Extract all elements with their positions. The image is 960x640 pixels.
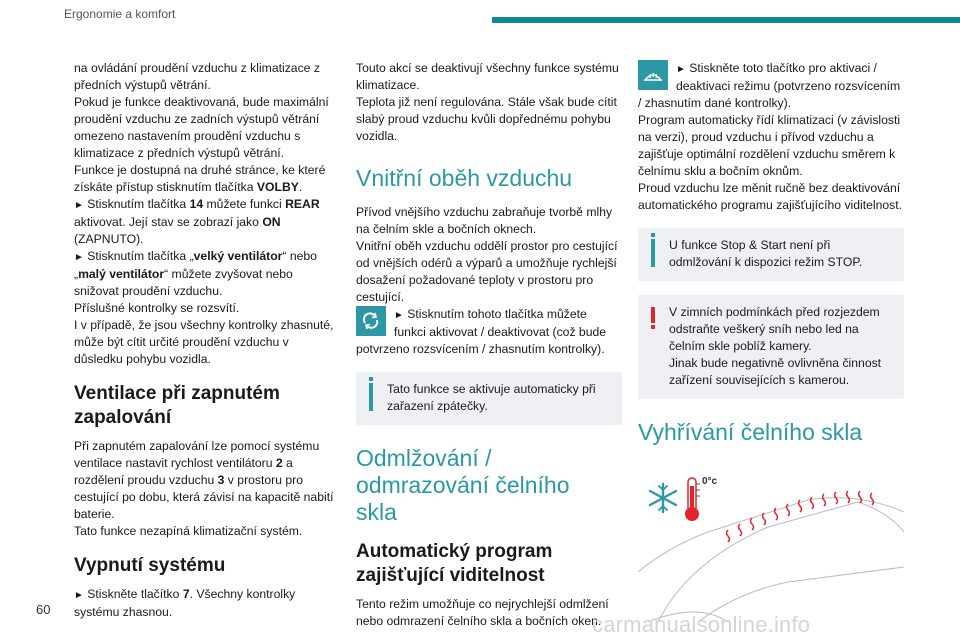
arrow-bullet-icon: ►	[74, 200, 84, 211]
column-1	[74, 60, 340, 621]
heading-system-off: Vypnutí systému	[74, 555, 226, 576]
paragraph: Program automaticky řídí klimatizaci (v závislosti na verzi), proud vzduchu i přívod vzduchu a zajišťuje optimální rozdělení vzduchu směrem k čelnímu sklu a bočním oknům.	[638, 113, 901, 178]
heading-ventilation: Ventilace při zapnutém zapalování	[74, 383, 280, 428]
header-accent-bar	[492, 17, 960, 23]
paragraph: Přívod vnějšího vzduchu zabraňuje tvorbě mlhy na čelním skle a bočních oknech.	[356, 205, 613, 236]
recirculation-button-icon	[356, 306, 386, 336]
paragraph-with-button: ► Stisknutím tohoto tlačítka můžete funkci aktivovat / deaktivovat (což bude potvrzeno rozsvícením / zhasnutím kontrolky).	[356, 307, 607, 356]
warning-icon	[651, 307, 655, 323]
step-fan: ► Stisknutím tlačítka „velký ventilátor“ nebo „malý ventilátor“ můžete zvyšovat nebo snižovat proudění vzduchu.	[74, 249, 317, 298]
column-2	[356, 60, 622, 630]
paragraph: Při zapnutém zapalování lze pomocí systému ventilace nastavit rychlost ventilátoru 2 a rozdělení proudu vzduchu 3 v prostoru pro cestující po dobu, která závisí na kapacitě nabití baterie.	[74, 439, 334, 521]
heading-recirculation: Vnitřní oběh vzduchu	[356, 165, 573, 191]
paragraph: Pokud je funkce deaktivovaná, bude maximální proudění vzduchu ze zadních výstupů větrání omezeno nastavením proudění vzduchu s klimatizace z předních výstupů větrání.	[74, 95, 329, 160]
paragraph: I v případě, že jsou všechny kontrolky zhasnuté, může být cítit určité proudění vzduchu v důsledku pohybu vozidla.	[74, 318, 334, 366]
heated-windscreen-illustration	[638, 472, 904, 622]
heading-heated-windscreen: Vyhřívání čelního skla	[638, 419, 863, 445]
windscreen-defrost-button-icon	[638, 60, 668, 90]
paragraph: Tento režim umožňuje co nejrychlejší odmlžení nebo odmrazení čelního skla a bočních oken.	[356, 597, 609, 628]
arrow-bullet-icon: ►	[74, 590, 84, 601]
heading-defog: Odmlžování / odmrazování čelního skla	[356, 445, 570, 525]
thermometer-icon	[685, 478, 700, 521]
paragraph: Příslušné kontrolky se rozsvítí.	[74, 301, 240, 315]
paragraph-with-button: ► Stiskněte toto tlačítko pro aktivaci / deaktivaci režimu (potvrzeno rozsvícením / zhasnutím dané kontrolky).	[638, 61, 901, 110]
warning-note-camera: V zimních podmínkách před rozjezdem odstraňte veškerý sníh nebo led na čelním skle poblíž kamery. Jinak bude negativně ovlivněna činnost zařízení souvisejících s kamerou.	[638, 295, 904, 399]
paragraph: Teplota již není regulována. Stále však bude cítit slabý proud vzduchu kvůli dopřednému pohybu vozidla.	[356, 95, 617, 143]
running-header: Ergonomie a komfort	[64, 7, 176, 21]
step-off: ► Stiskněte tlačítko 7. Všechny kontrolky systému zhasnou.	[74, 587, 296, 619]
paragraph: Tato funkce nezapíná klimatizační systém.	[74, 524, 303, 538]
paragraph: Funkce je dostupná na druhé stránce, ke které získáte přístup stisknutím tlačítka VOLBY.	[74, 163, 326, 194]
arrow-bullet-icon: ►	[74, 252, 84, 263]
watermark: carmanualsonline.info	[592, 612, 811, 637]
info-note-reverse: Tato funkce se aktivuje automaticky při zařazení zpátečky.	[356, 372, 622, 425]
info-icon	[369, 383, 373, 411]
paragraph: Proud vzduchu lze měnit ručně bez deaktivování automatického programu zajišťujícího viditelnost.	[638, 181, 903, 212]
info-icon	[651, 239, 655, 267]
paragraph: Touto akcí se deaktivují všechny funkce systému klimatizace.	[356, 61, 619, 92]
step-rear: ► Stisknutím tlačítka 14 můžete funkci REAR aktivovat. Její stav se zobrazí jako ON (ZAPNUTO).	[74, 197, 320, 246]
snowflake-icon	[650, 484, 676, 512]
column-3	[638, 60, 904, 627]
svg-text:0°c: 0°c	[702, 476, 718, 487]
arrow-bullet-icon: ►	[676, 64, 686, 75]
paragraph: Vnitřní oběh vzduchu oddělí prostor pro cestující od vnějších odérů a výparů a umožňuje rychlejší dosažení požadované teploty v prostoru pro cestující.	[356, 239, 618, 304]
arrow-bullet-icon: ►	[394, 310, 404, 321]
heading-auto-visibility: Automatický program zajišťující viditelnost	[356, 541, 553, 586]
info-note-stopstart: U funkce Stop & Start není při odmlžování k dispozici režim STOP.	[638, 228, 904, 281]
paragraph: na ovládání proudění vzduchu z klimatizace z předních výstupů větrání.	[74, 61, 320, 92]
page-number: 60	[36, 602, 51, 617]
